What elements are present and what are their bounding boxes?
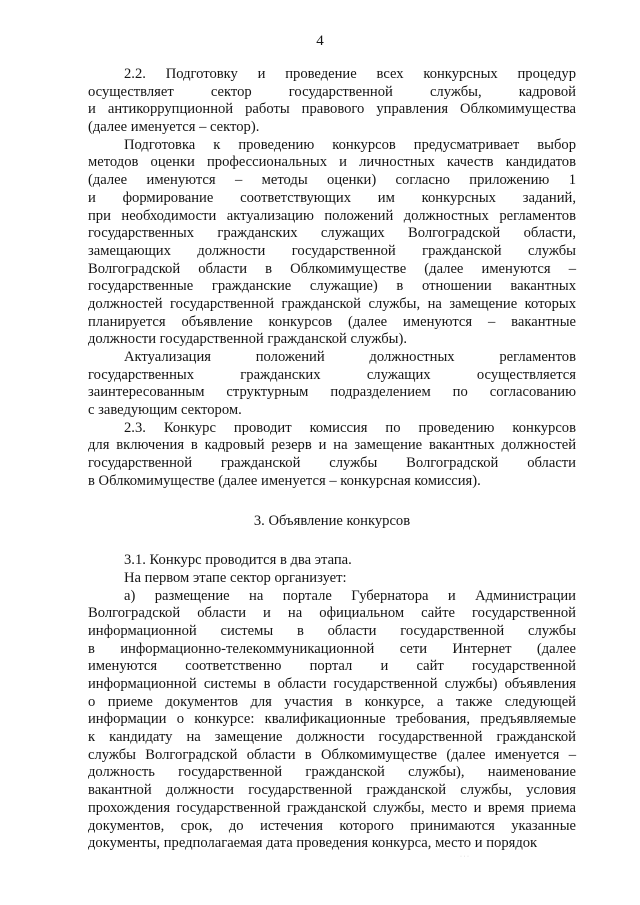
text-line: государственных гражданских служащих Волгоградской области, (88, 225, 576, 242)
text-line: методов оценки профессиональных и личностных качеств кандидатов (88, 154, 576, 171)
text-line: именуются соответственно портал и сайт государственной (88, 658, 576, 675)
text-line: 2.2. Подготовку и проведение всех конкурсных процедур (124, 66, 576, 82)
paragraph-p-first-stage (88, 570, 576, 588)
text-line: (далее именуется – сектор). (88, 119, 260, 136)
paragraphs-after (88, 552, 576, 853)
text-line: с заведующим сектором. (88, 402, 242, 419)
text-line: о приеме документов для участия в конкурсе, а также следующей (88, 693, 576, 710)
text-line: службы Волгоградской области в Облкомимуществе (далее именуется – (88, 746, 576, 763)
text-line: Волгоградской области в Облкомимуществе (далее именуются – (88, 260, 576, 277)
text-line: На первом этапе сектор организует: (124, 569, 347, 586)
text-line: 2.3. Конкурс проводит комиссия по проведению конкурсов (124, 419, 576, 436)
text-line: государственных гражданских служащих осуществляется (88, 366, 576, 383)
paragraph-p-a (88, 588, 576, 853)
text-line: 3.1. Конкурс проводится в два этапа. (124, 552, 352, 569)
text-line: Волгоградской области и на официальном сайте государственной (88, 605, 576, 622)
paragraphs-before (88, 66, 576, 491)
paragraph-p-2-3 (88, 420, 576, 491)
text-line: к кандидату на замещение должности государственной гражданской (88, 729, 576, 746)
text-line: должности государственной гражданской службы). (88, 331, 407, 348)
text-line: (далее именуются – методы оценки) согласно приложению 1 (88, 172, 576, 189)
text-line: прохождения государственной гражданской службы, место и время приема (88, 799, 576, 816)
text-line: информационной системы в области государственной службы) объявления (88, 676, 576, 692)
paragraph-p-preparation (88, 137, 576, 349)
text-line: должностей государственной гражданской службы, на замещение которых (88, 295, 576, 312)
text-line: документов, срок, до истечения которого принимаются указанные (88, 817, 576, 834)
text-line: и антикоррупционной работы правового управления Облкомимущества (88, 101, 576, 118)
section-title: 3. Объявление конкурсов (253, 512, 411, 529)
paragraph-p-actualization (88, 349, 576, 420)
text-line: должность государственной гражданской службы), наименование (88, 764, 576, 781)
text-line: заинтересованным структурным подразделением по согласованию (88, 384, 576, 401)
text-line: при необходимости актуализацию положений должностных регламентов (88, 207, 576, 224)
text-line: вакантной должности государственной гражданской службы, условия (88, 782, 576, 799)
text-line: осуществляет сектор государственной службы, кадровой (88, 83, 576, 100)
scan-artifact: · · · (460, 854, 469, 860)
text-line: информационной системы в области государственной службы (88, 622, 576, 639)
text-line: информации о конкурсе: квалификационные требования, предъявляемые (88, 711, 576, 728)
text-line: Актуализация положений должностных регламентов (124, 349, 576, 365)
text-line: в Облкомимуществе (далее именуется – конкурсная комиссия). (88, 472, 481, 489)
text-line: а) размещение на портале Губернатора и Администрации (124, 587, 576, 604)
text-line: для включения в кадровый резерв и на замещение вакантных должностей (88, 437, 576, 454)
text-line: государственной гражданской службы Волгоградской области (88, 455, 576, 472)
page-number: 4 (316, 33, 324, 49)
text-line: документы, предполагаемая дата проведения конкурса, место и порядок (88, 835, 538, 852)
text-line: государственные гражданские служащие) в отношении вакантных (88, 278, 576, 295)
text-line: планируется объявление конкурсов (далее именуются – вакантные (88, 313, 576, 330)
paragraph-p-3-1 (88, 552, 576, 570)
paragraph-p-2-2 (88, 66, 576, 137)
text-line: замещающих должности государственной гражданской службы (88, 242, 576, 259)
document-body (88, 66, 576, 853)
text-line: и формирование соответствующих им конкурсных заданий, (88, 189, 576, 206)
text-line: в информационно-телекоммуникационной сети Интернет (далее (88, 640, 576, 657)
text-line: Подготовка к проведению конкурсов предусматривает выбор (124, 136, 576, 153)
